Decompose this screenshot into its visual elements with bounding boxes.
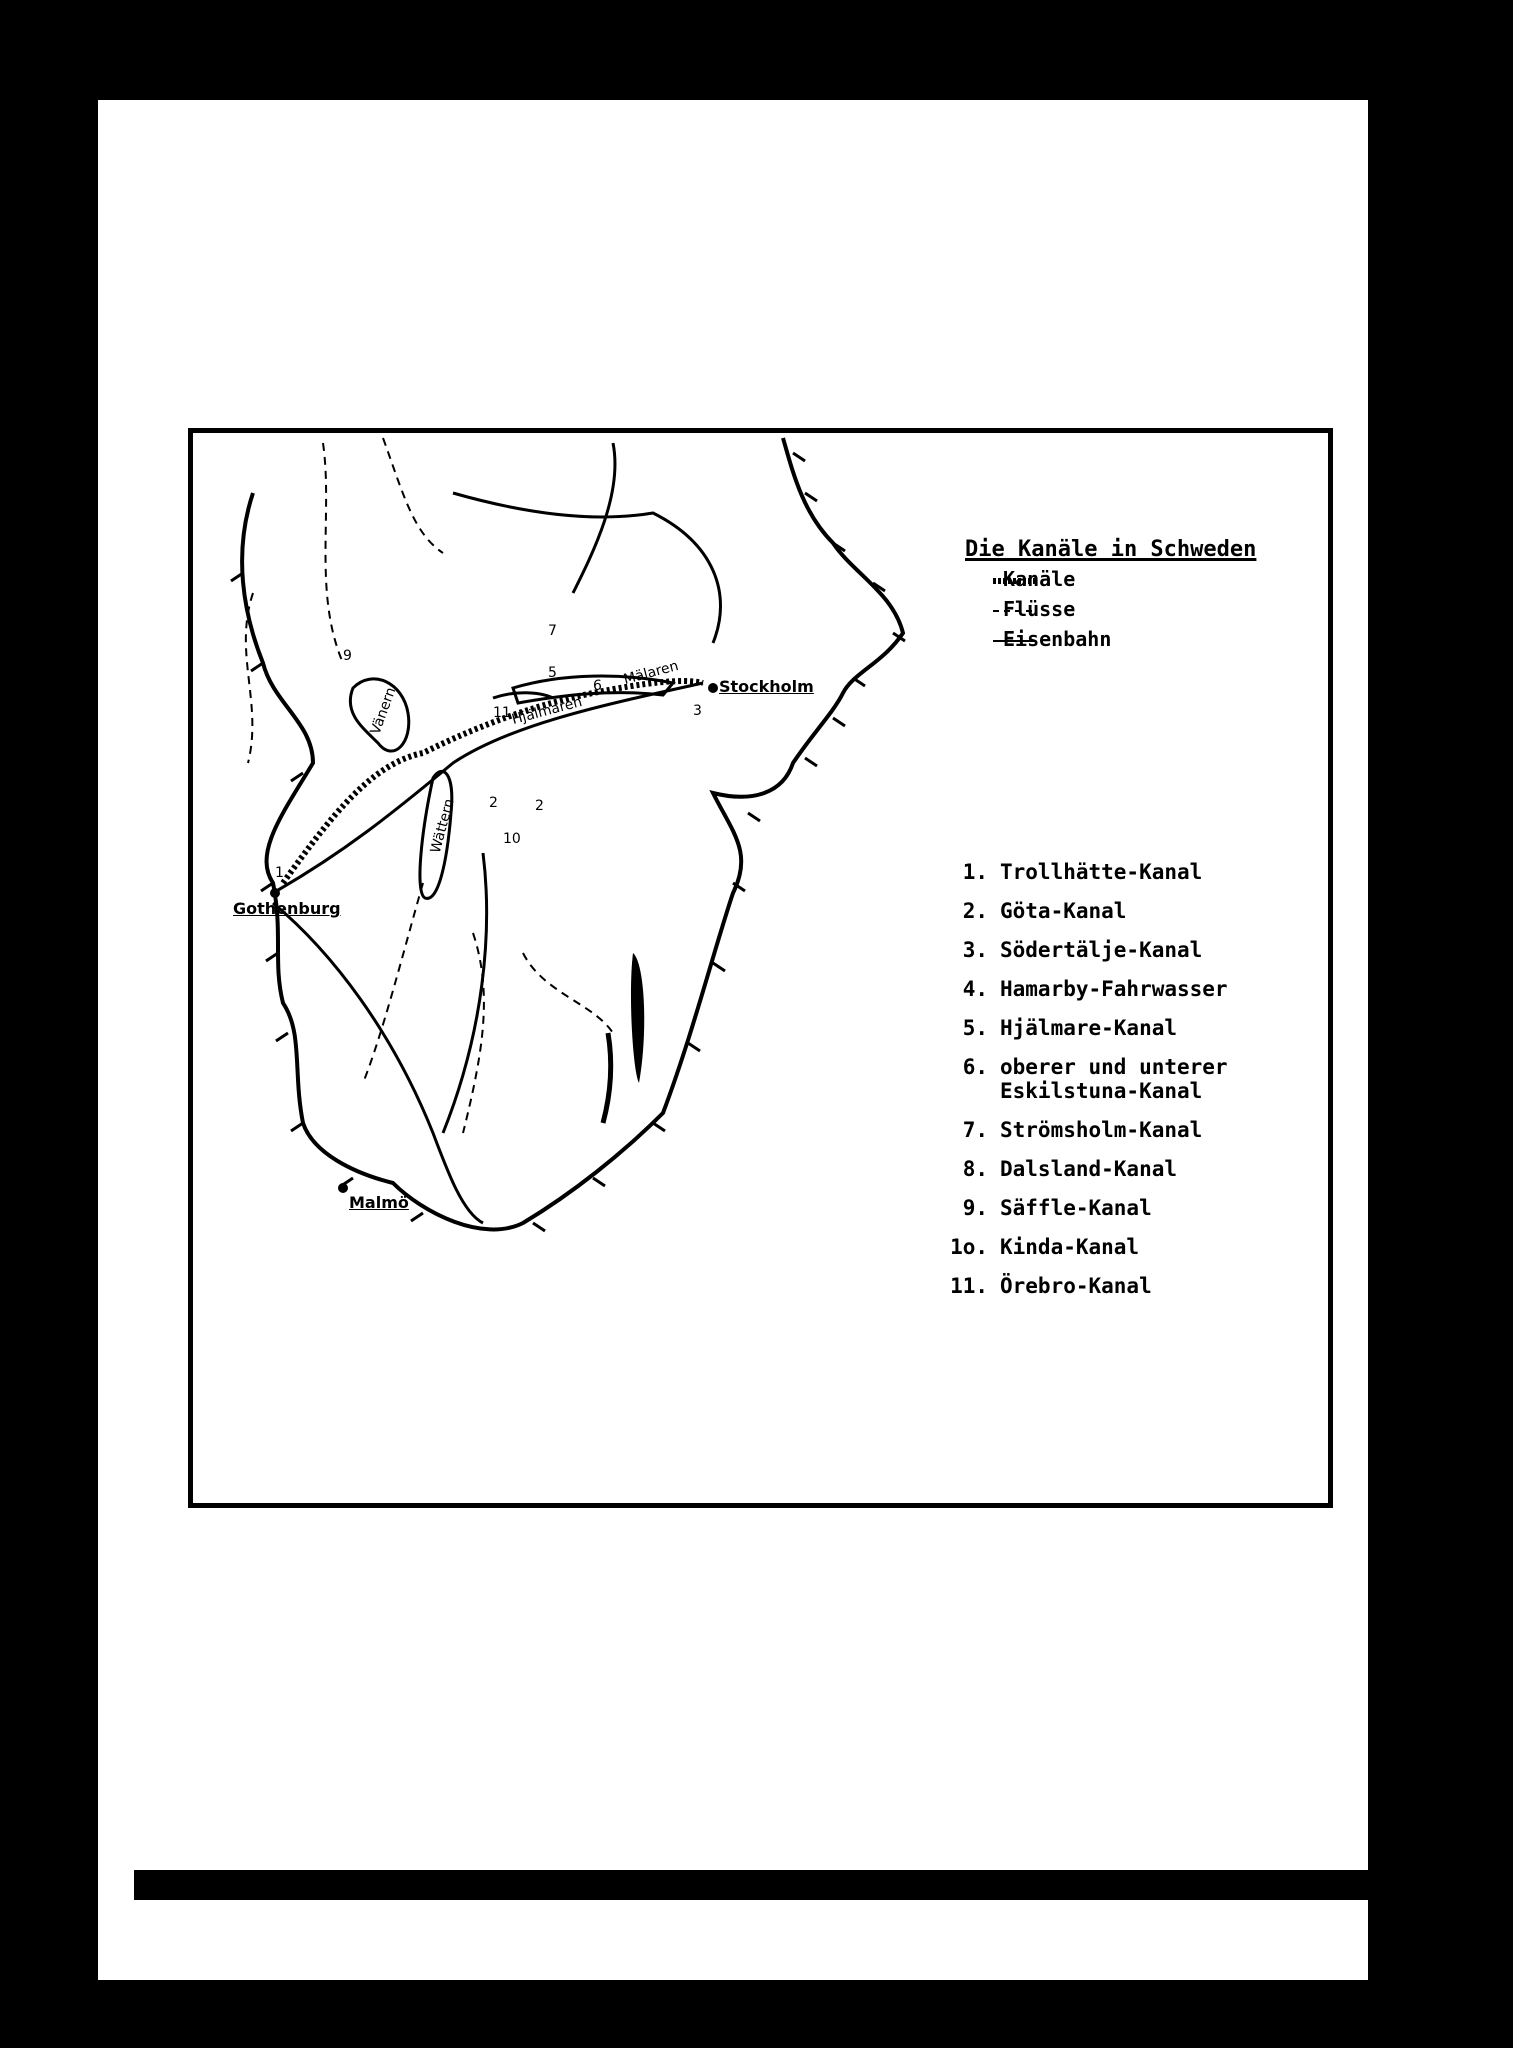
canal-item-number: 2. (962, 899, 988, 923)
canal-item-number: 1o. (950, 1235, 988, 1259)
river-b (383, 438, 443, 553)
label-gothenburg: Gothenburg (233, 899, 341, 918)
map-title: Die Kanäle in Schweden (965, 537, 1257, 562)
label-vattern: Wättern (427, 797, 458, 855)
canal-item-9 (938, 1189, 1228, 1228)
marker-10: 10 (503, 831, 521, 847)
marker-2b: 2 (535, 798, 544, 814)
canal-item-number: 5. (962, 1016, 988, 1040)
canal-item-number: 8. (962, 1157, 988, 1181)
canal-item-number: 1. (962, 860, 988, 884)
canal-item-1 (938, 853, 1228, 892)
label-stockholm: Stockholm (719, 677, 814, 696)
canal-item-2 (938, 892, 1228, 931)
canal-item-name: Hamarby-Fahrwasser (1000, 977, 1228, 1001)
island-oland (603, 1033, 611, 1123)
canal-item-number: 9. (962, 1196, 988, 1220)
canal-item-number: 6. (962, 1055, 988, 1079)
railway-b (273, 903, 483, 1223)
canal-item-name: Södertälje-Kanal (1000, 938, 1203, 962)
marker-11: 11 (493, 705, 511, 721)
legend-canal-label: Kanäle (1003, 567, 1076, 591)
label-malmo: Malmö (349, 1193, 409, 1212)
canal-item-7 (938, 1111, 1228, 1150)
river-e (523, 953, 613, 1033)
label-malaren: Mälaren (621, 658, 681, 688)
canal-item-5 (938, 1009, 1228, 1048)
legend-railway-label: Eisenbahn (1003, 627, 1112, 651)
canal-item-name: Kinda-Kanal (1000, 1235, 1140, 1259)
right-edge-bar (1374, 95, 1388, 1975)
railway-a (273, 683, 703, 893)
marker-2a: 2 (489, 795, 498, 811)
canal-item-3 (938, 931, 1228, 970)
railway-e (443, 853, 487, 1133)
marker-6: 6 (593, 678, 602, 694)
river-a (323, 443, 343, 663)
marker-9: 9 (343, 648, 352, 664)
stockholm-dot (708, 683, 718, 693)
canal-item-8 (938, 1150, 1228, 1189)
island-gotland (631, 953, 644, 1083)
canal-item-name: Hjälmare-Kanal (1000, 1016, 1178, 1040)
canal-item-name: Örebro-Kanal (1000, 1274, 1152, 1298)
marker-3: 3 (693, 703, 702, 719)
label-vanern: Vänern (367, 685, 400, 737)
canal-item-name: Säffle-Kanal (1000, 1196, 1152, 1220)
marker-7: 7 (548, 623, 557, 639)
coast-hatch (231, 453, 905, 1231)
canal-item-number: 11. (950, 1274, 988, 1298)
canal-item-name: Trollhätte-Kanal (1000, 860, 1203, 884)
canal-item-4 (938, 970, 1228, 1009)
marker-1: 1 (275, 865, 284, 881)
canal-item-name: Göta-Kanal (1000, 899, 1127, 923)
canal-item-11 (938, 1267, 1228, 1306)
marker-5: 5 (548, 665, 557, 681)
canal-item-number: 4. (962, 977, 988, 1001)
canal-item-name: oberer und unterer Eskilstuna-Kanal (1000, 1055, 1228, 1103)
canal-item-name: Strömsholm-Kanal (1000, 1118, 1203, 1142)
malmo-dot (338, 1183, 348, 1193)
canal-item-6 (938, 1048, 1228, 1111)
canal-item-number: 3. (962, 938, 988, 962)
coastline (242, 438, 903, 1229)
canal-list (938, 853, 1228, 1306)
canal-item-number: 7. (962, 1118, 988, 1142)
map-frame (188, 428, 1333, 1508)
label-hjalmaren: Hjälmaren (510, 693, 584, 729)
lake-hjalmaren (493, 693, 553, 698)
gothenburg-dot (270, 888, 280, 898)
bottom-black-bar (134, 1870, 1374, 1900)
legend-river-label: Flüsse (1003, 597, 1076, 621)
canal-item-10 (938, 1228, 1228, 1267)
canal-item-name: Dalsland-Kanal (1000, 1157, 1178, 1181)
